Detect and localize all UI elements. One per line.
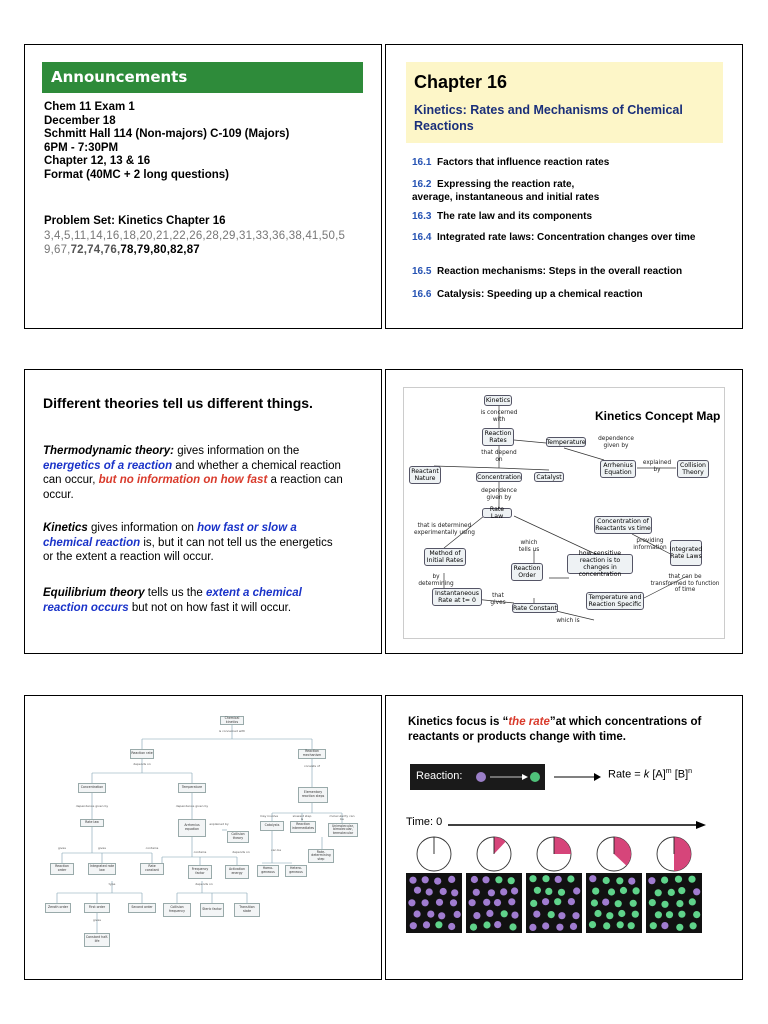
node-chemical-kinetics: Chemical kinetics bbox=[220, 716, 244, 725]
reactant-molecule bbox=[454, 911, 461, 918]
product-molecule bbox=[678, 911, 685, 918]
node-elementary-steps: Elementary reaction steps bbox=[298, 787, 328, 803]
label-by-determining: by determining bbox=[418, 574, 454, 587]
text: and whether a chemical reaction can occur, bbox=[43, 459, 341, 486]
node-reactant-nature: Reactant Nature bbox=[409, 466, 441, 484]
reactant-molecule bbox=[409, 877, 416, 884]
particle-box bbox=[466, 873, 522, 933]
node-activation-energy: Activation energy bbox=[225, 865, 249, 879]
node-concentration: Concentration bbox=[78, 783, 106, 793]
node-catalyst: Catalyst bbox=[534, 472, 564, 482]
reactant-molecule bbox=[450, 899, 457, 906]
highlight-blue: how fast or slow a chemical reaction bbox=[43, 522, 297, 549]
exam-line: Chapter 12, 13 & 16 bbox=[44, 155, 151, 168]
reactant-molecule bbox=[440, 888, 447, 895]
label-concerned: is concerned with bbox=[480, 410, 518, 423]
node-steric-factor: Steric factor bbox=[200, 903, 224, 917]
product-molecule bbox=[567, 875, 574, 882]
particle-box bbox=[406, 873, 462, 933]
node-transition-state: Transition state bbox=[234, 903, 260, 917]
section-item bbox=[412, 266, 712, 279]
product-molecule bbox=[542, 875, 549, 882]
text: but not on how fast it will occur. bbox=[128, 601, 292, 614]
label-dependence-given-by-2: dependence given by bbox=[481, 488, 517, 501]
product-molecule bbox=[470, 924, 477, 931]
label-dependence-given-by: dependence given by bbox=[598, 436, 634, 449]
clock-icon bbox=[597, 837, 631, 871]
reactant-molecule bbox=[494, 899, 501, 906]
node-rate-law: Rate Law bbox=[482, 508, 512, 518]
node-temp-reaction-specific: Temperature and Reaction Specific bbox=[586, 592, 644, 610]
label-gives-2: gives bbox=[98, 846, 106, 850]
exam-line: Chem 11 Exam 1 bbox=[44, 101, 135, 113]
product-molecule bbox=[689, 898, 696, 905]
product-molecule bbox=[529, 875, 536, 882]
node-reaction-order: Reaction Order bbox=[511, 563, 543, 581]
label-depends-on-3: depends on bbox=[195, 882, 213, 886]
section-text: Catalysis: Speeding up a chemical reaction bbox=[437, 289, 643, 300]
label-slowest-step: slowest step is bbox=[292, 814, 312, 822]
reactant-molecule bbox=[508, 898, 515, 905]
section-item bbox=[412, 157, 712, 170]
node-temperature: Temperature bbox=[546, 438, 586, 446]
section-number: 16.4 bbox=[412, 232, 432, 243]
product-molecule bbox=[435, 921, 442, 928]
section-number: 16.2 bbox=[412, 179, 432, 190]
product-molecule bbox=[633, 887, 640, 894]
reactant-molecule bbox=[448, 876, 455, 883]
exam-line: December 18 bbox=[44, 114, 116, 127]
section-text: Reaction mechanisms: Steps in the overall reaction bbox=[437, 266, 683, 277]
reactant-molecule bbox=[533, 911, 540, 918]
time-arrow-icon bbox=[448, 820, 708, 830]
product-molecule bbox=[676, 900, 683, 907]
product-molecule bbox=[661, 901, 668, 908]
node-reaction-rate: Reaction rate bbox=[130, 749, 154, 759]
exam-info bbox=[44, 101, 289, 183]
product-molecule bbox=[661, 877, 668, 884]
text: gives information on the bbox=[174, 445, 300, 457]
reactant-molecule bbox=[661, 922, 668, 929]
product-molecule bbox=[650, 922, 657, 929]
label-gives-3: gives bbox=[93, 918, 101, 922]
label-explained-by: explained by bbox=[642, 460, 672, 473]
reactant-molecule bbox=[414, 910, 421, 917]
particle-box bbox=[526, 873, 582, 933]
product-molecule bbox=[483, 921, 490, 928]
node-reaction-order: Reaction order bbox=[50, 863, 74, 875]
reactant-molecule bbox=[573, 887, 580, 894]
product-molecule bbox=[655, 889, 662, 896]
product-molecule-icon bbox=[530, 772, 540, 782]
section-number: 16.5 bbox=[412, 266, 432, 277]
reactant-molecule bbox=[438, 912, 445, 919]
reactant-molecule bbox=[558, 912, 565, 919]
exam-line: 6PM - 7:30PM bbox=[44, 141, 119, 154]
text: ”at which concentrations of reactants or products change with time. bbox=[408, 716, 702, 743]
reactant-molecule bbox=[422, 876, 429, 883]
section-number: 16.6 bbox=[412, 289, 432, 300]
reaction-schematic bbox=[410, 764, 545, 790]
product-molecule bbox=[606, 912, 613, 919]
product-molecule bbox=[690, 922, 697, 929]
label-consists-of: consists of bbox=[304, 764, 320, 768]
product-molecule bbox=[620, 887, 627, 894]
label-transformed: that can be transformed to function of time bbox=[650, 574, 720, 594]
node-molecularity: Unimolecular, bimolecular, termolecular bbox=[328, 823, 358, 837]
molecule-field bbox=[646, 873, 702, 933]
product-molecule bbox=[495, 876, 502, 883]
reactant-molecule bbox=[482, 876, 489, 883]
reactant-molecule-icon bbox=[476, 772, 486, 782]
section-text: The rate law and its components bbox=[437, 211, 593, 222]
theories-title: Different theories tell us different things. bbox=[43, 395, 313, 411]
term: Equilibrium theory bbox=[43, 587, 145, 599]
reactant-molecule bbox=[408, 899, 415, 906]
product-molecule bbox=[603, 877, 610, 884]
reactant-molecule bbox=[448, 923, 455, 930]
node-integrated-rate-law: Integrated rate law bbox=[88, 863, 116, 875]
node-how-sensitive: how sensitive reaction is to changes in concentration bbox=[567, 554, 633, 574]
reactant-molecule bbox=[570, 923, 577, 930]
reactant-molecule bbox=[436, 899, 443, 906]
product-molecule bbox=[678, 887, 685, 894]
slide-theories bbox=[24, 369, 382, 654]
text: Kinetics focus is “ bbox=[408, 716, 509, 728]
reactant-molecule bbox=[542, 922, 549, 929]
highlight-blue: extent a chemical reaction occurs bbox=[43, 587, 302, 614]
section-item bbox=[412, 179, 712, 204]
section-number: 16.1 bbox=[412, 157, 432, 168]
molecule-field bbox=[466, 873, 522, 933]
slide-chapter16 bbox=[385, 44, 743, 329]
label-can-be: can be bbox=[270, 848, 282, 852]
node-frequency-factor: Frequency factor bbox=[188, 865, 212, 879]
node-concentration: Concentration bbox=[477, 473, 521, 481]
reactant-molecule bbox=[471, 876, 478, 883]
product-molecule bbox=[676, 924, 683, 931]
node-rate-determining: Rate-determining step bbox=[308, 849, 334, 863]
product-molecule bbox=[558, 889, 565, 896]
reactant-molecule bbox=[568, 898, 575, 905]
section-text-2: average, instantaneous and initial rates bbox=[412, 191, 600, 203]
clock-icon bbox=[417, 837, 451, 871]
label-dependence-given-by: dependence given by bbox=[75, 804, 109, 808]
reactant-molecule bbox=[451, 889, 458, 896]
reactant-molecule bbox=[511, 887, 518, 894]
text: gives information on bbox=[87, 522, 198, 534]
label-providing-information: providing information bbox=[633, 538, 667, 551]
node-reaction-rates: Reaction Rates bbox=[482, 428, 514, 446]
section-item bbox=[412, 289, 712, 302]
label-depends-on: depends on bbox=[133, 762, 151, 766]
reactant-molecule bbox=[555, 876, 562, 883]
label-contains: contains bbox=[145, 846, 159, 850]
node-arrhenius: Arrhenius Equation bbox=[600, 460, 636, 478]
label-gives: gives bbox=[58, 846, 66, 850]
label-depend-on: that depend on bbox=[481, 450, 517, 463]
product-molecule bbox=[675, 876, 682, 883]
reactant-molecule bbox=[473, 912, 480, 919]
node-instantaneous-rate: Instantaneous Rate at t= 0 bbox=[432, 588, 482, 606]
problems-bold-black: 78,79,80,82,87 bbox=[120, 244, 200, 256]
slide-rate-focus bbox=[385, 695, 743, 980]
clock-icon bbox=[537, 837, 571, 871]
thermodynamic-paragraph bbox=[43, 444, 343, 502]
reaction-bar bbox=[410, 764, 545, 790]
text: [B] bbox=[671, 768, 689, 781]
product-molecule bbox=[591, 899, 598, 906]
time-label: Time: 0 bbox=[406, 816, 443, 828]
reactant-molecule bbox=[410, 922, 417, 929]
rate-k: k bbox=[643, 768, 650, 781]
reactant-molecule bbox=[483, 899, 490, 906]
rate-law-equation bbox=[608, 768, 692, 781]
reactant-molecule bbox=[628, 878, 635, 885]
product-molecule bbox=[668, 889, 675, 896]
rate-arrow-icon bbox=[552, 772, 602, 782]
term: Thermodynamic theory: bbox=[43, 445, 174, 457]
label-which-is: which is bbox=[556, 618, 580, 624]
exponent-n: n bbox=[688, 768, 693, 775]
reactant-molecule bbox=[572, 912, 579, 919]
problems-bold-gray: 72,74,76, bbox=[70, 244, 121, 256]
reactant-molecule bbox=[434, 878, 441, 885]
reactant-molecule bbox=[500, 888, 507, 895]
reactant-molecule bbox=[693, 888, 700, 895]
section-item bbox=[412, 232, 702, 245]
reactant-molecule bbox=[426, 888, 433, 895]
node-integrated-rate-laws: Integrated Rate Laws bbox=[670, 540, 702, 566]
highlight-red: but no information on how fast bbox=[98, 474, 268, 486]
product-molecule bbox=[630, 900, 637, 907]
particle-box bbox=[586, 873, 642, 933]
node-arrhenius: Arrhenius equation bbox=[178, 819, 206, 837]
label-depends-on-2: depends on bbox=[232, 850, 250, 854]
chapter-title-box bbox=[406, 62, 723, 143]
node-collision-theory: Collision Theory bbox=[677, 460, 709, 478]
label-explained-by: explained by bbox=[209, 822, 229, 826]
reaction-label: Reaction: bbox=[416, 770, 463, 782]
product-molecule bbox=[666, 911, 673, 918]
slide-concept-map bbox=[385, 369, 743, 654]
label-concerned: is concerned with bbox=[218, 729, 246, 733]
elapsed-time-wedge bbox=[674, 837, 691, 871]
reactant-molecule bbox=[427, 911, 434, 918]
molecule-field bbox=[586, 873, 642, 933]
reactant-molecule bbox=[511, 912, 518, 919]
product-molecule bbox=[608, 888, 615, 895]
text: is, but it can not tell us the energetics or the extent a reaction will occur. bbox=[43, 536, 333, 563]
elapsed-time-wedge bbox=[554, 837, 571, 854]
product-molecule bbox=[628, 922, 635, 929]
reactant-molecule bbox=[602, 899, 609, 906]
node-temperature: Temperature bbox=[178, 783, 206, 793]
reactant-molecule bbox=[422, 899, 429, 906]
text: [A] bbox=[649, 768, 666, 781]
chapter-title: Chapter 16 bbox=[414, 72, 508, 92]
problem-set-title: Problem Set: Kinetics Chapter 16 bbox=[44, 215, 226, 227]
product-molecule bbox=[655, 911, 662, 918]
section-text: Expressing the reaction rate, bbox=[437, 179, 575, 190]
kinetics-focus-text bbox=[408, 715, 728, 745]
node-second-order: Second order bbox=[128, 903, 156, 913]
node-first-order: First order bbox=[84, 903, 110, 913]
label-which-tells: which tells us bbox=[518, 540, 540, 553]
reactant-molecule bbox=[414, 887, 421, 894]
reactant-molecule bbox=[494, 921, 501, 928]
node-concentration-vs-time: Concentration of Reactants vs time bbox=[595, 518, 651, 532]
product-molecule bbox=[508, 877, 515, 884]
kinetics-paragraph bbox=[43, 521, 343, 565]
section-item bbox=[412, 211, 712, 224]
term: Kinetics bbox=[43, 522, 88, 534]
clock-icon bbox=[477, 837, 511, 871]
molecule-field bbox=[526, 873, 582, 933]
node-homogeneous: Homo-geneous bbox=[257, 865, 279, 877]
section-text: Factors that influence reaction rates bbox=[437, 157, 610, 168]
product-molecule bbox=[693, 911, 700, 918]
product-molecule bbox=[616, 877, 623, 884]
node-collision-frequency: Collision frequency bbox=[163, 903, 191, 917]
chapter-subtitle: Kinetics: Rates and Mechanisms of Chemical Reactions bbox=[414, 103, 683, 133]
the-rate-highlight: the rate bbox=[508, 716, 550, 728]
slide-flowchart bbox=[24, 695, 382, 980]
flowchart-area bbox=[42, 713, 363, 961]
node-method-initial-rates: Method of Initial Rates bbox=[424, 548, 466, 566]
announcements-header: Announcements bbox=[42, 62, 363, 93]
problem-numbers bbox=[44, 229, 349, 257]
node-rate-law: Rate law bbox=[80, 819, 104, 827]
slide-announcements bbox=[24, 44, 382, 329]
node-heterogeneous: Hetero-geneous bbox=[285, 865, 307, 877]
product-molecule bbox=[501, 910, 508, 917]
node-rate-constant: Rate Constant bbox=[513, 604, 557, 612]
text: tells us the bbox=[144, 587, 206, 599]
node-rate-constant: Rate constant bbox=[140, 863, 164, 875]
label-determined-experimentally: that is determined experimentally using bbox=[413, 523, 475, 536]
node-zeroth-order: Zeroth order bbox=[45, 903, 71, 913]
reactant-molecule bbox=[589, 875, 596, 882]
product-molecule bbox=[594, 910, 601, 917]
reactant-molecule bbox=[488, 889, 495, 896]
node-reaction-mechanism: Reaction mechanism bbox=[298, 749, 326, 759]
text: a reaction can occur. bbox=[43, 474, 343, 501]
product-molecule bbox=[509, 923, 516, 930]
label-may-involve: may involve bbox=[259, 814, 279, 818]
section-number: 16.3 bbox=[412, 211, 432, 222]
highlight-blue: energetics of a reaction bbox=[43, 459, 173, 472]
label-molecularity: molecularity can be bbox=[329, 814, 355, 822]
label-that-gives: that gives bbox=[490, 593, 506, 606]
product-molecule bbox=[618, 910, 625, 917]
exam-line: Schmitt Hall 114 (Non-majors) C-109 (Majors) bbox=[44, 128, 290, 141]
reactant-molecule bbox=[473, 889, 480, 896]
product-molecule bbox=[617, 921, 624, 928]
product-molecule bbox=[649, 899, 656, 906]
product-molecule bbox=[632, 911, 639, 918]
reactant-molecule bbox=[529, 924, 536, 931]
node-constant-half-life: Constant half-life bbox=[84, 933, 110, 947]
reactant-molecule bbox=[648, 877, 655, 884]
product-molecule bbox=[603, 922, 610, 929]
product-molecule bbox=[534, 887, 541, 894]
reactant-molecule bbox=[556, 924, 563, 931]
product-molecule bbox=[530, 900, 537, 907]
label-dependence-given-by-2: dependence given by bbox=[175, 804, 209, 808]
text: Rate = bbox=[608, 768, 644, 781]
product-molecule bbox=[592, 888, 599, 895]
section-text: Integrated rate laws: Concentration changes over time bbox=[437, 232, 696, 243]
product-molecule bbox=[688, 876, 695, 883]
node-catalysts: Catalysts bbox=[260, 821, 284, 831]
concept-map-area bbox=[403, 387, 725, 639]
equilibrium-paragraph bbox=[43, 586, 343, 615]
reactant-molecule bbox=[423, 921, 430, 928]
reactant-molecule bbox=[469, 899, 476, 906]
problems-plain: 3,4,5,11,14,16,18,20,21,22,26,28,29,31,33,36,38,41,50,59,67, bbox=[44, 230, 346, 256]
reactant-molecule bbox=[486, 910, 493, 917]
reactant-molecule bbox=[542, 898, 549, 905]
product-molecule bbox=[615, 900, 622, 907]
product-molecule bbox=[589, 921, 596, 928]
label-type: type bbox=[108, 882, 116, 886]
clock-icon bbox=[657, 837, 691, 871]
node-intermediates: Reaction intermediates bbox=[290, 821, 316, 833]
product-molecule bbox=[554, 898, 561, 905]
product-molecule bbox=[545, 888, 552, 895]
molecule-field bbox=[406, 873, 462, 933]
concept-map-title: Kinetics Concept Map bbox=[595, 409, 721, 423]
node-kinetics: Kinetics bbox=[485, 397, 511, 404]
particle-box bbox=[646, 873, 702, 933]
exponent-m: m bbox=[665, 768, 672, 775]
exam-line: Format (40MC + 2 long questions) bbox=[44, 168, 229, 181]
product-molecule bbox=[548, 911, 555, 918]
node-collision-theory: Collision theory bbox=[227, 831, 249, 843]
label-contains-2: contains bbox=[193, 850, 207, 854]
